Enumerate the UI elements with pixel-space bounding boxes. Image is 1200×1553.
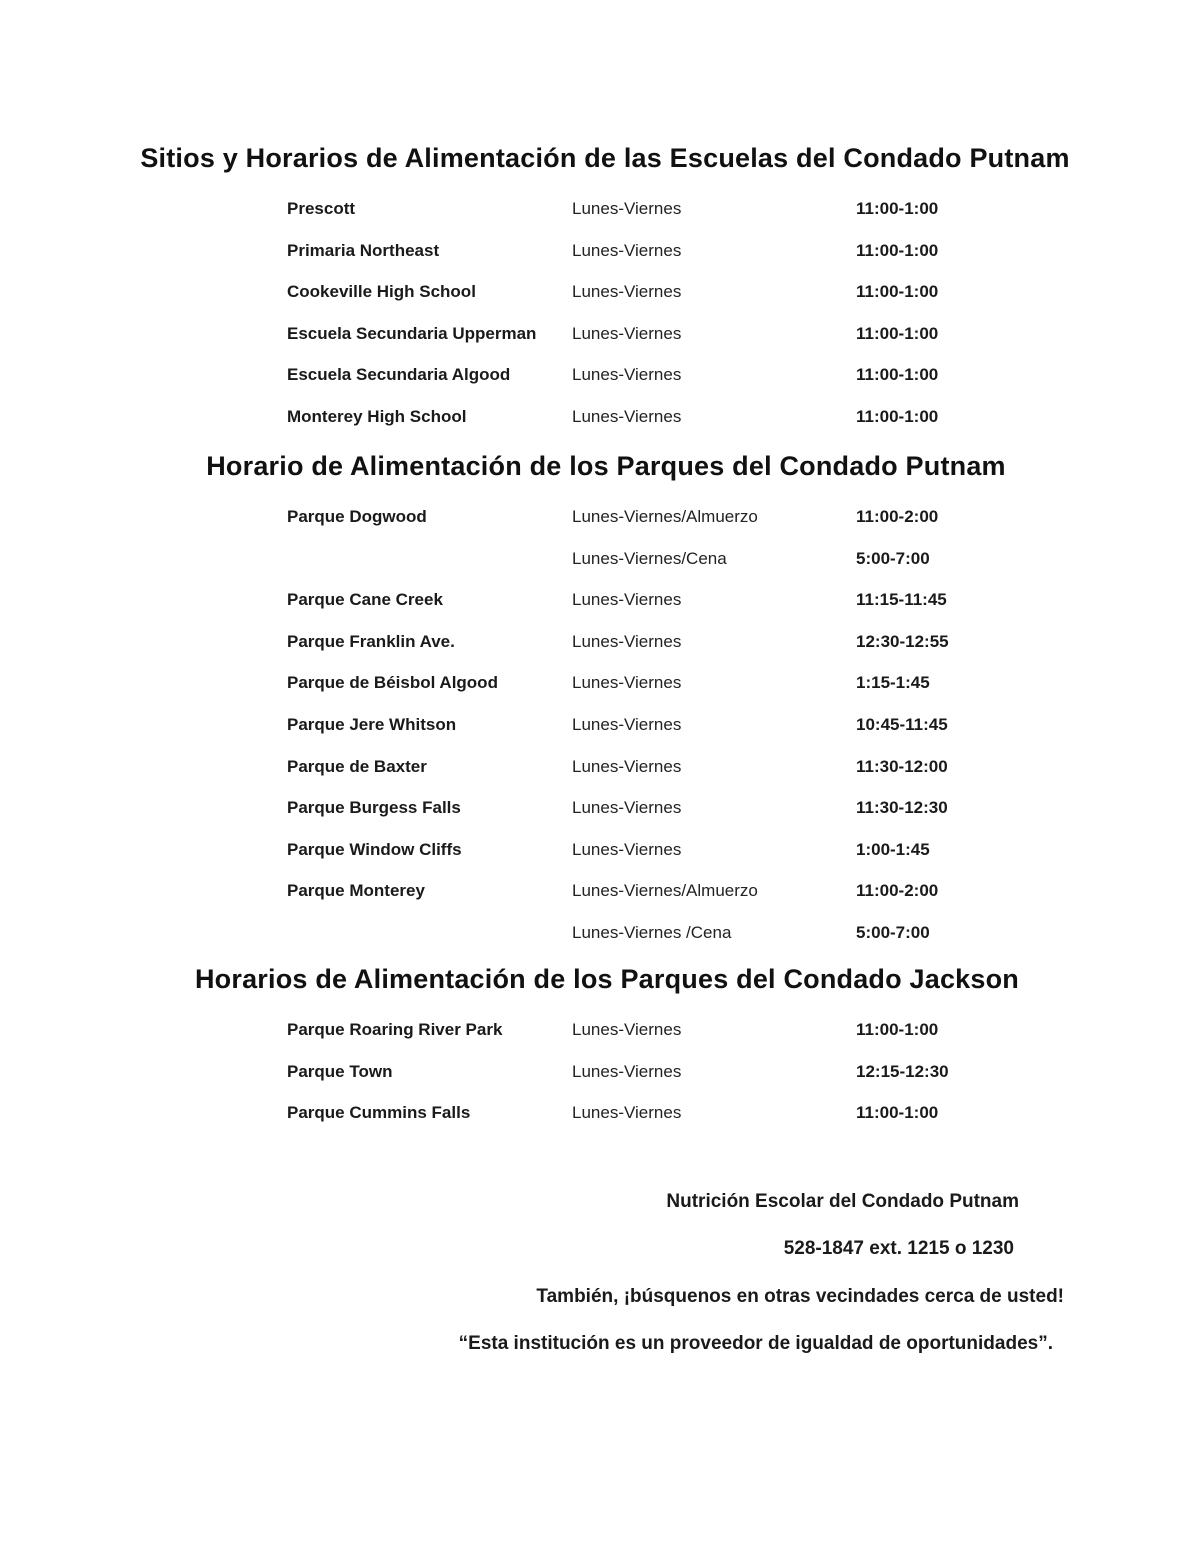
time-range: 11:30-12:00	[856, 756, 948, 776]
site-name: Parque Dogwood	[287, 507, 427, 526]
days-label: Lunes-Viernes	[572, 1061, 682, 1081]
table-row	[0, 241, 1200, 283]
site-name: Primaria Northeast	[287, 240, 440, 260]
table-row	[0, 632, 1200, 674]
site-name: Parque de Baxter	[287, 756, 427, 776]
site-name: Parque Town	[287, 1061, 393, 1081]
days-label: Lunes-Viernes	[572, 1103, 682, 1123]
table-row	[0, 1020, 1200, 1062]
days-label: Lunes-Viernes	[572, 323, 682, 343]
table-row	[0, 507, 1200, 549]
table-row	[0, 798, 1200, 840]
time-range: 11:00-1:00	[856, 365, 939, 385]
table-row	[0, 1103, 1200, 1145]
site-name: Monterey High School	[287, 406, 467, 426]
site-name: Parque Cane Creek	[287, 590, 443, 610]
putnam-parks-table	[0, 507, 1200, 965]
days-label: Lunes-Viernes/Cena	[572, 548, 727, 568]
time-range: 1:15-1:45	[856, 673, 930, 693]
site-name: Cookeville High School	[287, 282, 476, 302]
table-row	[0, 324, 1200, 366]
site-name: Prescott	[287, 199, 356, 218]
time-range: 11:15-11:45	[856, 590, 947, 610]
days-label: Lunes-Viernes	[572, 282, 682, 302]
table-row	[0, 365, 1200, 407]
days-label: Lunes-Viernes/Almuerzo	[572, 881, 758, 901]
days-label: Lunes-Viernes	[572, 839, 682, 859]
site-name: Parque Burgess Falls	[287, 798, 461, 818]
site-name: Parque Roaring River Park	[287, 1020, 503, 1039]
site-name: Parque Jere Whitson	[287, 714, 457, 734]
days-label: Lunes-Viernes	[572, 798, 682, 818]
days-label: Lunes-Viernes/Almuerzo	[572, 507, 758, 526]
site-name: Escuela Secundaria Algood	[287, 365, 511, 385]
time-range: 11:00-1:00	[856, 199, 939, 218]
table-row	[0, 199, 1200, 241]
section-title-putnam-parks: Horario de Alimentación de los Parques del Condado Putnam	[206, 451, 1006, 481]
days-label: Lunes-Viernes	[572, 673, 682, 693]
time-range: 11:00-1:00	[856, 406, 939, 426]
site-name: Parque Cummins Falls	[287, 1103, 471, 1123]
days-label: Lunes-Viernes	[572, 240, 682, 260]
table-row	[0, 715, 1200, 757]
days-label: Lunes-Viernes	[572, 714, 682, 734]
schools-table	[0, 199, 1200, 449]
time-range: 11:00-2:00	[856, 507, 939, 526]
table-row	[0, 1062, 1200, 1104]
site-name: Escuela Secundaria Upperman	[287, 323, 537, 343]
time-range: 12:15-12:30	[856, 1061, 949, 1081]
days-label: Lunes-Viernes	[572, 365, 682, 385]
time-range: 1:00-1:45	[856, 839, 930, 859]
time-range: 11:00-1:00	[856, 282, 939, 302]
time-range: 11:30-12:30	[856, 798, 948, 818]
time-range: 5:00-7:00	[856, 922, 930, 942]
time-range: 11:00-1:00	[856, 1020, 939, 1039]
site-name: Parque Window Cliffs	[287, 839, 462, 859]
table-row	[0, 757, 1200, 799]
footer-organization: Nutrición Escolar del Condado Putnam	[666, 1191, 1019, 1212]
days-label: Lunes-Viernes	[572, 590, 682, 610]
table-row	[0, 282, 1200, 324]
footer-also-find-us: También, ¡búsquenos en otras vecindades cerca de usted!	[536, 1286, 1064, 1307]
days-label: Lunes-Viernes	[572, 631, 682, 651]
time-range: 11:00-1:00	[856, 1103, 939, 1123]
days-label: Lunes-Viernes	[572, 1020, 682, 1039]
footer-phone: 528-1847 ext. 1215 o 1230	[783, 1238, 1014, 1259]
time-range: 12:30-12:55	[856, 631, 949, 651]
time-range: 11:00-1:00	[856, 323, 939, 343]
table-row	[0, 923, 1200, 965]
table-row	[0, 407, 1200, 449]
footer-equal-opportunity: “Esta institución es un proveedor de igualdad de oportunidades”.	[458, 1333, 1053, 1354]
table-row	[0, 840, 1200, 882]
table-row	[0, 881, 1200, 923]
table-row	[0, 590, 1200, 632]
time-range: 10:45-11:45	[856, 714, 948, 734]
site-name: Parque Monterey	[287, 881, 425, 901]
days-label: Lunes-Viernes	[572, 199, 682, 218]
days-label: Lunes-Viernes	[572, 756, 682, 776]
time-range: 11:00-1:00	[856, 240, 939, 260]
site-name: Parque Franklin Ave.	[287, 631, 455, 651]
days-label: Lunes-Viernes	[572, 406, 682, 426]
days-label: Lunes-Viernes /Cena	[572, 922, 732, 942]
time-range: 11:00-2:00	[856, 881, 939, 901]
section-title-jackson-parks: Horarios de Alimentación de los Parques del Condado Jackson	[194, 964, 1019, 994]
section-title-schools: Sitios y Horarios de Alimentación de las Escuelas del Condado Putnam	[140, 143, 1070, 173]
site-name: Parque de Béisbol Algood	[287, 673, 498, 693]
table-row	[0, 549, 1200, 591]
jackson-parks-table	[0, 1020, 1200, 1145]
table-row	[0, 673, 1200, 715]
time-range: 5:00-7:00	[856, 548, 930, 568]
